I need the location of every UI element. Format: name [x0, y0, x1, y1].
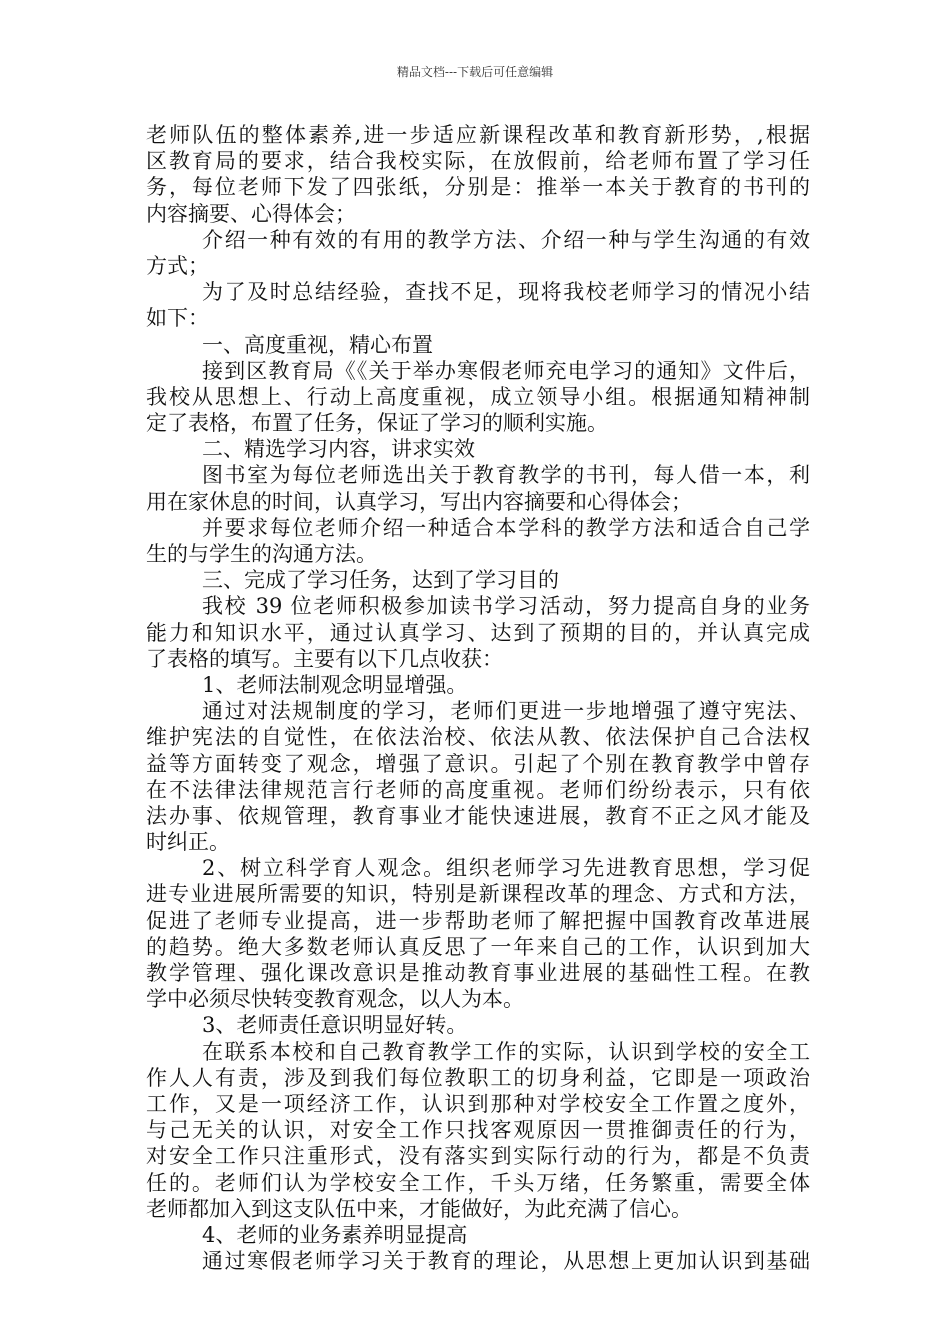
page-header: 精品文档---下载后可任意编辑: [396, 65, 554, 79]
text-line: 4、老师的业务素养明显提高: [202, 1222, 468, 1247]
text-line: 区教育局的要求，结合我校实际，在放假前，给老师布置了学习任: [146, 149, 810, 174]
text-line: 在不法律法律规范言行老师的高度重视。老师们纷纷表示，只有依: [146, 777, 810, 802]
text-line: 与己无关的认识，对安全工作只找客观原因一贯推御责任的行为，: [146, 1118, 810, 1143]
text-line: 一、高度重视，精心布置: [202, 332, 433, 357]
text-line: 能力和知识水平，通过认真学习、达到了预期的目的，并认真完成: [146, 620, 810, 645]
text-line: 为了及时总结经验，查找不足，现将我校老师学习的情况小结: [202, 280, 810, 305]
text-line: 作人人有责，涉及到我们每位教职工的切身利益，它即是一项政治: [146, 1065, 810, 1090]
text-line: 务，每位老师下发了四张纸，分别是：推举一本关于教育的书刊的: [146, 175, 810, 200]
text-line: 如下：: [146, 306, 209, 331]
text-line: 进专业进展所需要的知识，特别是新课程改革的理念、方式和方法，: [146, 882, 810, 907]
text-line: 了表格的填写。主要有以下几点收获：: [146, 646, 503, 671]
text-line: 我校从思想上、行动上高度重视，成立领导小组。根据通知精神制: [146, 384, 810, 409]
text-line: 时纠正。: [146, 830, 230, 855]
text-line: 益等方面转变了观念，增强了意识。引起了个别在教育教学中曾存: [146, 751, 810, 776]
text-line: 通过对法规制度的学习，老师们更进一步地增强了遵守宪法、: [202, 699, 810, 724]
text-line: 维护宪法的自觉性，在依法治校、依法从教、依法保护自己合法权: [146, 725, 810, 750]
document-body: [146, 122, 810, 1274]
text-line: 接到区教育局《《关于举办寒假老师充电学习的通知》文件后，: [202, 358, 810, 383]
text-line: 方式；: [146, 253, 209, 278]
text-line: 二、精选学习内容，讲求实效: [202, 437, 475, 462]
text-line: 法办事、依规管理，教育事业才能快速进展，教育不正之风才能及: [146, 803, 810, 828]
text-line: 对安全工作只注重形式，没有落实到实际行动的行为，都是不负责: [146, 1144, 810, 1169]
text-line: 1、老师法制观念明显增强。: [202, 672, 468, 697]
text-line: 用在家休息的时间，认真学习，写出内容摘要和心得体会；: [146, 489, 692, 514]
text-line: 工作，又是一项经济工作，认识到那种对学校安全工作置之度外，: [146, 1091, 810, 1116]
text-line: 学中必须尽快转变教育观念，以人为本。: [146, 987, 524, 1012]
text-line: 图书室为每位老师选出关于教育教学的书刊，每人借一本，利: [202, 463, 810, 488]
text-line: 任的。老师们认为学校安全工作，千头万绪，任务繁重，需要全体: [146, 1170, 810, 1195]
text-line: 通过寒假老师学习关于教育的理论，从思想上更加认识到基础: [202, 1249, 810, 1274]
text-line: 并要求每位老师介绍一种适合本学科的教学方法和适合自己学: [202, 515, 810, 540]
text-line: 教学管理、强化课改意识是推动教育事业进展的基础性工程。在教: [146, 961, 810, 985]
text-line: 2、树立科学育人观念。组织老师学习先进教育思想，学习促: [202, 856, 810, 881]
text-line: 定了表格，布置了任务，保证了学习的顺利实施。: [146, 411, 608, 436]
text-line: 在联系本校和自己教育教学工作的实际，认识到学校的安全工: [202, 1039, 810, 1064]
text-line: 3、老师责任意识明显好转。: [202, 1013, 468, 1038]
text-line: 老师队伍的整体素养,进一步适应新课程改革和教育新形势，,根据: [146, 123, 810, 147]
text-line: 我校 39 位老师积极参加读书学习活动，努力提高自身的业务: [202, 594, 810, 619]
text-line: 的趋势。绝大多数老师认真反思了一年来自己的工作，认识到加大: [146, 934, 810, 959]
text-line: 促进了老师专业提高，进一步帮助老师了解把握中国教育改革进展: [146, 908, 810, 933]
text-line: 内容摘要、心得体会；: [146, 201, 356, 226]
text-line: 老师都加入到这支队伍中来，才能做好，为此充满了信心。: [146, 1196, 692, 1221]
text-line: 生的与学生的沟通方法。: [146, 542, 377, 566]
text-line: 三、完成了学习任务，达到了学习目的: [202, 568, 559, 593]
text-line: 介绍一种有效的有用的教学方法、介绍一种与学生沟通的有效: [202, 227, 810, 252]
